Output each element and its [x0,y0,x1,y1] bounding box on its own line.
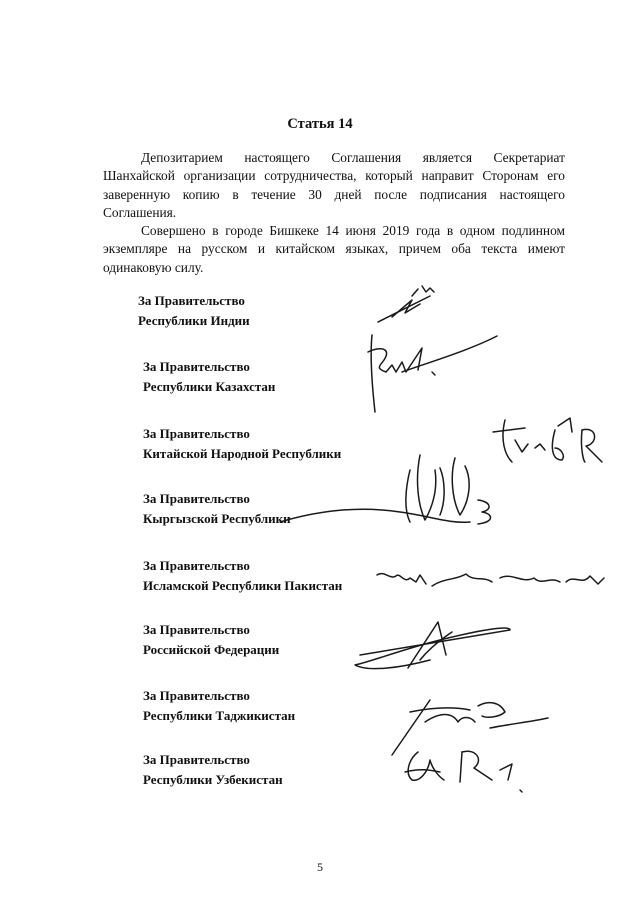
signatory-line1: За Правительство [143,752,250,767]
signatory-line2: Республики Казахстан [143,379,276,394]
signatory-line2: Республики Узбекистан [143,772,283,787]
signature-kazakhstan [368,335,497,412]
signatory-line2: Кыргызской Республики [143,511,291,526]
signatory-india [138,291,250,331]
signatory-kyrgyzstan [143,489,291,529]
signature-kyrgyzstan [280,455,491,524]
signatory-line1: За Правительство [138,293,245,308]
paragraph-depositary: Депозитарием настоящего Соглашения является Секретариат Шанхайской организации сотрудничества, который направит Сторонам его заверенную копию в течение 30 дней после подписания настоящего Соглашения. [103,150,565,220]
signatory-line2: Российской Федерации [143,642,280,657]
signatory-line2: Республики Индии [138,313,250,328]
signatory-line1: За Правительство [143,622,250,637]
signatory-line1: За Правительство [143,558,250,573]
signatory-tajikistan [143,686,295,726]
signatory-line2: Исламской Республики Пакистан [143,578,343,593]
signatory-line1: За Правительство [143,426,250,441]
signatory-pakistan [143,556,342,596]
signatory-line1: За Правительство [143,688,250,703]
signature-pakistan [377,574,604,586]
signature-india [378,286,434,322]
paragraph-done-at: Совершено в городе Бишкеке 14 июня 2019 года в одном подлинном экземпляре на русском и китайском языках, причем оба текста имеют одинаковую силу. [103,223,565,275]
signature-russia [355,622,510,669]
signatory-russia [143,620,279,660]
signature-tajikistan [392,700,548,755]
page-number: 5 [317,860,323,874]
signatory-line2: Китайской Народной Республики [143,446,342,461]
signature-china [493,418,602,462]
article-title: Статья 14 [287,116,353,132]
signatory-kazakhstan [143,357,275,397]
signatory-china [143,424,341,464]
signature-uzbekistan [405,751,522,792]
signatory-line1: За Правительство [143,491,250,506]
signatory-line1: За Правительство [143,359,250,374]
signatory-line2: Республики Таджикистан [143,708,296,723]
signatory-uzbekistan [143,750,283,790]
article-body [103,149,565,277]
